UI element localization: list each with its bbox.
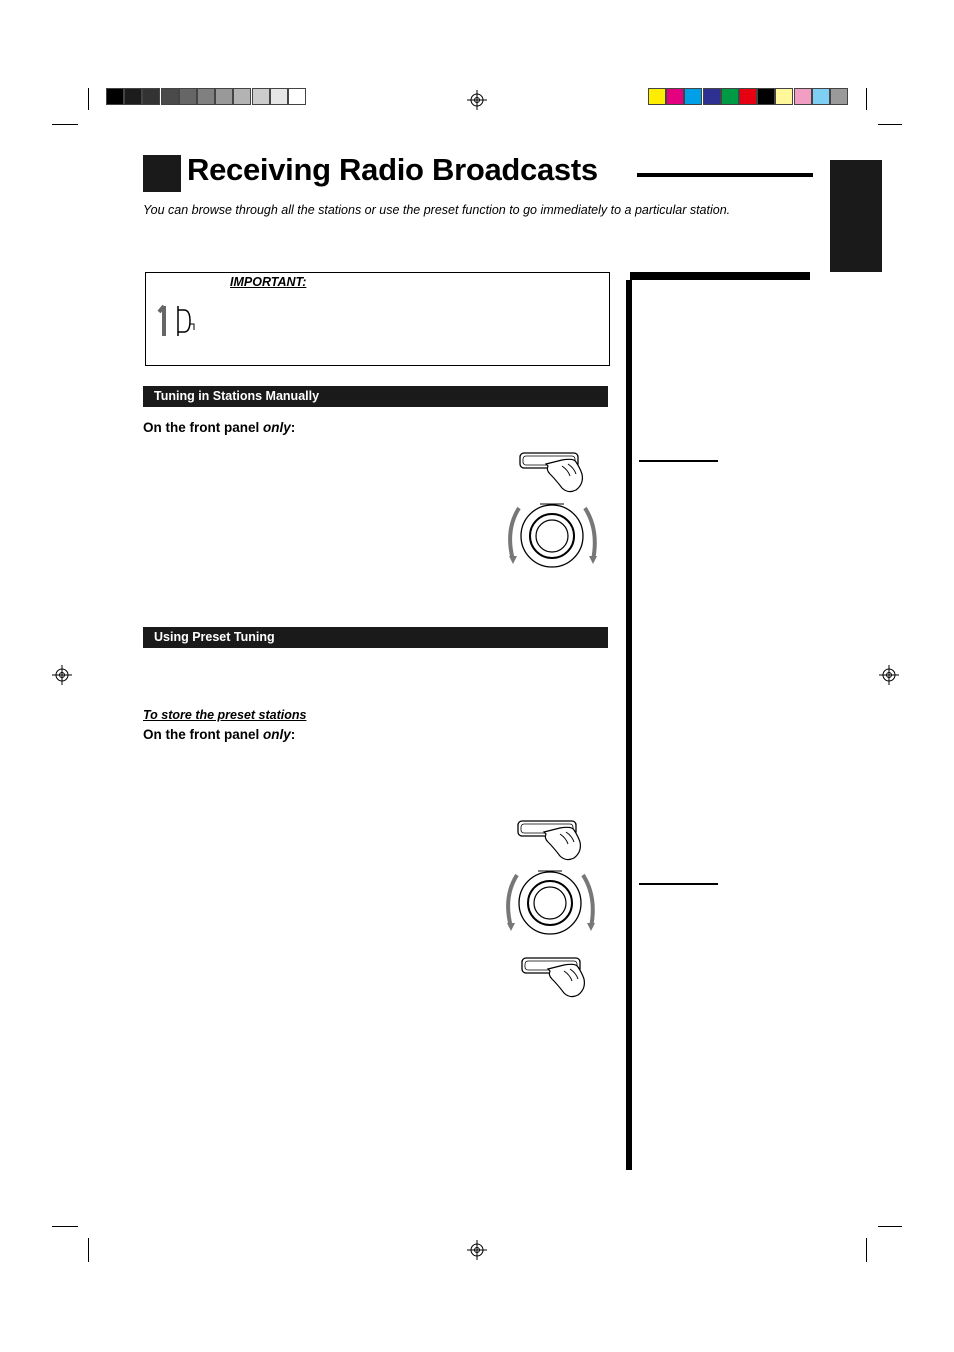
crop-mark: [878, 1226, 902, 1227]
registration-swatch: [252, 88, 270, 105]
registration-target-icon: [467, 1240, 487, 1260]
registration-swatch: [106, 88, 124, 105]
sidebar-vertical-rule: [626, 280, 632, 1170]
registration-swatch: [197, 88, 215, 105]
title-marker-block: [143, 155, 181, 192]
press-button-icon: [518, 450, 588, 496]
registration-swatch: [161, 88, 179, 105]
crop-mark: [88, 88, 89, 110]
panel-note-emphasis: only: [263, 727, 291, 742]
registration-swatch: [721, 88, 739, 105]
press-button-icon: [516, 818, 586, 864]
crop-mark: [866, 1238, 867, 1262]
registration-swatch: [794, 88, 812, 105]
registration-swatch: [812, 88, 830, 105]
front-panel-only-note: [143, 420, 295, 435]
registration-swatch: [739, 88, 757, 105]
front-panel-only-note: [143, 727, 295, 742]
sidebar-top-rule: [630, 272, 810, 280]
registration-target-icon: [467, 90, 487, 110]
crop-mark: [878, 124, 902, 125]
crop-mark: [866, 88, 867, 110]
panel-note-colon: :: [290, 420, 296, 435]
registration-swatch: [830, 88, 848, 105]
registration-swatch: [684, 88, 702, 105]
crop-mark: [52, 124, 78, 125]
panel-note-text: On the front panel: [143, 727, 263, 742]
sidebar-note-rule: [639, 883, 718, 885]
registration-swatch: [288, 88, 306, 105]
crop-mark: [88, 1238, 89, 1262]
registration-swatch: [757, 88, 775, 105]
registration-swatch: [648, 88, 666, 105]
section-heading-preset: Using Preset Tuning: [143, 627, 608, 648]
registration-target-icon: [52, 665, 72, 685]
remote-sensor-icon: [156, 300, 196, 342]
registration-swatch: [703, 88, 721, 105]
registration-swatch: [179, 88, 197, 105]
control-dial-icon: [505, 500, 601, 572]
panel-note-text: On the front panel: [143, 420, 263, 435]
sidebar-note-rule: [639, 460, 718, 462]
store-preset-subheading: To store the preset stations: [143, 708, 307, 722]
registration-swatch: [775, 88, 793, 105]
registration-target-icon: [879, 665, 899, 685]
registration-swatch: [124, 88, 142, 105]
important-label: IMPORTANT:: [230, 275, 307, 289]
panel-note-colon: :: [290, 727, 296, 742]
crop-mark: [52, 1226, 78, 1227]
section-heading-manual: Tuning in Stations Manually: [143, 386, 608, 407]
registration-swatch: [270, 88, 288, 105]
control-dial-icon: [503, 867, 599, 939]
registration-swatch: [666, 88, 684, 105]
page-title: Receiving Radio Broadcasts: [187, 152, 598, 187]
important-box: [145, 272, 610, 366]
registration-swatch: [233, 88, 251, 105]
intro-paragraph: You can browse through all the stations or use the preset function to go immediately to a particular station.: [143, 203, 731, 217]
title-rule: [637, 173, 813, 177]
registration-swatch: [215, 88, 233, 105]
panel-note-emphasis: only: [263, 420, 291, 435]
language-side-tab: [830, 160, 882, 272]
registration-swatch: [142, 88, 160, 105]
press-button-icon: [520, 955, 590, 1001]
